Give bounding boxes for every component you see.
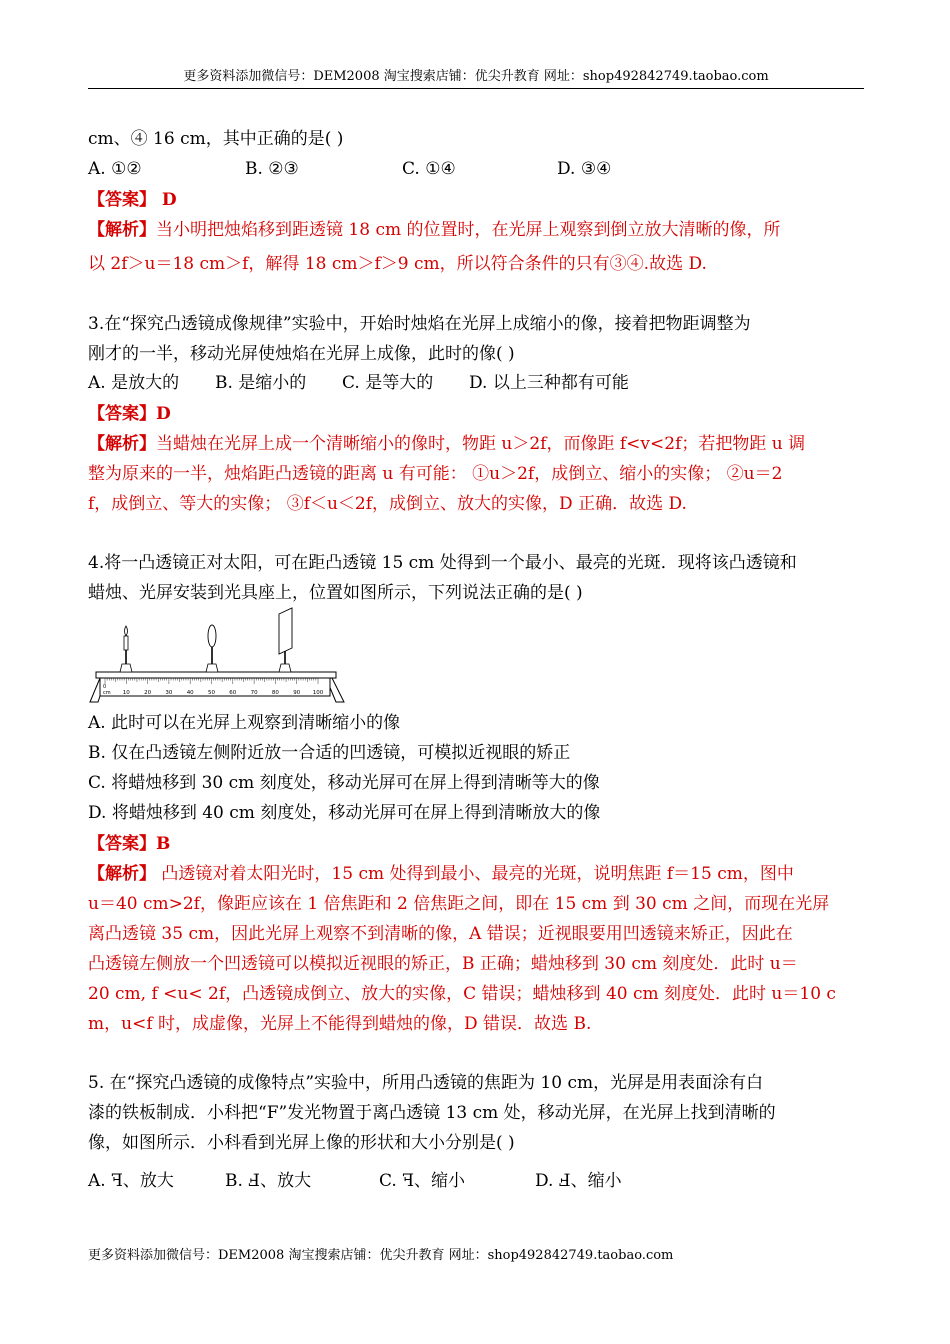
q4-answer [88,833,170,855]
q3-analysis-text-1: 当蜡烛在光屏上成一个清晰缩小的像时，物距 u＞2f，而像距 f<v<2f；若把物距 u 调 [156,434,806,454]
q2-options [88,158,611,180]
q2-analysis-line-2: 以 2f＞u＝18 cm＞f，解得 18 cm＞f＞9 cm，所以符合条件的只有③④.故选 D. [88,254,707,274]
q5-stem-line-1: 5. 在“探究凸透镜的成像特点”实验中，所用凸透镜的焦距为 10 cm，光屏是用表面涂有白 [88,1073,764,1093]
ruler-zero-label: 0 [103,684,107,690]
ruler-tick-label: 60 [229,690,237,696]
candle-holder [125,650,127,664]
q4-analysis-line-1 [88,863,794,885]
q4-analysis-line-6: m，u<f 时，成虚像，光屏上不能得到蜡烛的像，D 错误．故选 B. [88,1014,592,1034]
q2-analysis-line-1 [88,219,780,241]
candle-flame [125,626,128,636]
q3-option-c: C. 是等大的 [342,373,434,393]
q4-option-d: D. 将蜡烛移到 40 cm 刻度处，移动光屏可在屏上得到清晰放大的像 [88,803,601,823]
q3-stem-line-1: 3.在“探究凸透镜成像规律”实验中，开始时烛焰在光屏上成缩小的像，接着把物距调整为 [88,314,751,334]
q3-options [88,372,629,394]
screen-base [279,664,291,672]
q4-stem-line-1: 4.将一凸透镜正对太阳，可在距凸透镜 15 cm 处得到一个最小、最亮的光斑．现将该凸透镜和 [88,553,797,573]
convex-lens [206,625,218,672]
candle-base [120,664,132,672]
q3-analysis-line-3: f，成倒立、等大的实像； ③f＜u＜2f，成倒立、放大的实像，D 正确．故选 D. [88,494,687,514]
q3-option-a: A. 是放大的 [88,373,180,393]
q4-analysis-text-1: 凸透镜对着太阳光时，15 cm 处得到最小、最亮的光斑，说明焦距 f＝15 cm，图中 [156,864,794,884]
q3-option-d: D. 以上三种都有可能 [469,373,629,393]
q5-stem-line-3: 像，如图所示．小科看到光屏上像的形状和大小分别是( ) [88,1133,515,1153]
q5-stem-line-2: 漆的铁板制成．小科把“F”发光物置于离凸透镜 13 cm 处，移动光屏，在光屏上找到清晰的 [88,1103,776,1123]
ruler-tick-label: 90 [293,690,301,696]
ruler-tick-label: 30 [165,690,173,696]
q5-option-d: D. Ⅎ、缩小 [535,1171,622,1191]
q2-answer-label: 【答案】 [88,190,156,210]
q2-option-a: A. ①② [88,159,142,179]
q2-analysis-text-1: 当小明把烛焰移到距透镜 18 cm 的位置时，在光屏上观察到倒立放大清晰的像，所 [156,220,781,240]
q2-analysis-label: 【解析】 [88,220,156,240]
ruler-unit-label: cm [103,690,111,696]
q5-option-b: B. Ⅎ、放大 [225,1171,312,1191]
ruler-tick-label: 20 [144,690,152,696]
q4-answer-label: 【答案】 [88,834,156,854]
q3-answer-label: 【答案】 [88,404,156,424]
q4-analysis-line-5: 20 cm, f <u< 2f，凸透镜成倒立、放大的实像，C 错误；蜡烛移到 40 cm 刻度处．此时 u＝10 c [88,984,836,1004]
q4-stem-line-2: 蜡烛、光屏安装到光具座上，位置如图所示，下列说法正确的是( ) [88,583,583,603]
q4-analysis-line-2: u＝40 cm>2f，像距应该在 1 倍焦距和 2 倍焦距之间，即在 15 cm 到 30 cm 之间，而现在光屏 [88,894,830,914]
q4-option-c: C. 将蜡烛移到 30 cm 刻度处，移动光屏可在屏上得到清晰等大的像 [88,773,600,793]
q2-stem-tail: cm、④ 16 cm，其中正确的是( ) [88,129,344,149]
ruler-tick-label: 80 [271,690,279,696]
ruler-tick-label: 50 [208,690,215,696]
q3-analysis-line-1 [88,433,805,455]
q3-answer-value: D [156,404,171,424]
candle [120,626,132,672]
q3-analysis-label: 【解析】 [88,434,156,454]
light-screen [279,608,292,672]
header-divider [88,88,864,89]
screen-panel [279,608,292,654]
bench-rail-top [96,672,336,678]
q5-options [88,1170,622,1192]
ruler-tick-label: 70 [250,690,258,696]
q2-answer-value: D [156,190,177,210]
q4-analysis-line-3: 离凸透镜 35 cm，因此光屏上观察不到清晰的像，A 错误；近视眼要用凹透镜来矫正，因此在 [88,924,793,944]
lens-base [206,664,218,672]
lens-body [208,625,216,647]
ruler-tick-label: 40 [186,690,194,696]
lens-holder [211,647,213,664]
q4-option-b: B. 仅在凸透镜左侧附近放一合适的凹透镜，可模拟近视眼的矫正 [88,743,571,763]
q3-stem-line-2: 刚才的一半，移动光屏使烛焰在光屏上成像，此时的像( ) [88,344,515,364]
ruler-tick-label: 100 [312,690,324,696]
screen-holder [284,651,286,664]
q5-option-c: C. ꟻ、缩小 [379,1171,466,1191]
page-header: 更多资料添加微信号：DEM2008 淘宝搜索店铺：优尖升教育 网址：shop492842749.taobao.com [183,69,769,84]
q3-answer [88,403,171,425]
ruler-tick-label: 10 [122,690,130,696]
q2-option-b: B. ②③ [245,159,299,179]
q2-option-c: C. ①④ [402,159,456,179]
q3-option-b: B. 是缩小的 [215,373,307,393]
q4-analysis-label: 【解析】 [88,864,156,884]
q2-option-d: D. ③④ [557,159,612,179]
q4-answer-value: B [156,834,171,854]
page-footer: 更多资料添加微信号：DEM2008 淘宝搜索店铺：优尖升教育 网址：shop492842749.taobao.com [88,1248,674,1263]
q2-answer [88,189,177,211]
q4-option-a: A. 此时可以在光屏上观察到清晰缩小的像 [88,713,401,733]
q5-option-a: A. ꟻ、放大 [88,1171,174,1191]
q3-analysis-line-2: 整为原来的一半，烛焰距凸透镜的距离 u 有可能： ①u＞2f，成倒立、缩小的实像； ②u＝2 [88,464,783,484]
candle-body [124,636,128,650]
optical-bench-figure [86,606,346,706]
q4-analysis-line-4: 凸透镜左侧放一个凹透镜可以模拟近视眼的矫正，B 正确；蜡烛移到 30 cm 刻度处．此时 u＝ [88,954,798,974]
